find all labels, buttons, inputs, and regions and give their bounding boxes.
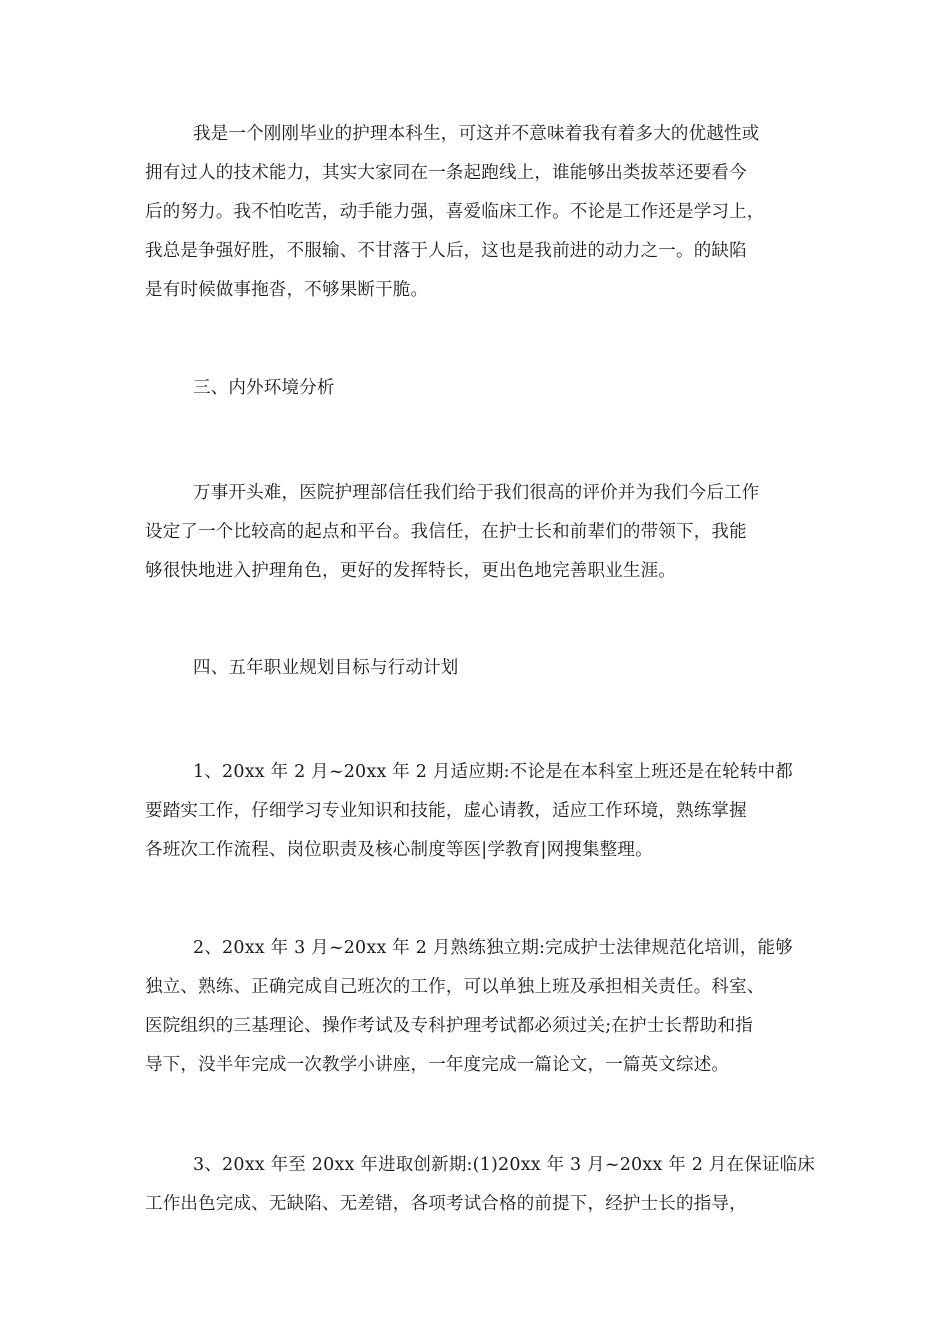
text-line: 工作出色完成、无缺陷、无差错，各项考试合格的前提下，经护士长的指导，: [145, 1194, 747, 1214]
text-line: 各班次工作流程、岗位职责及核心制度等医|学教育|网搜集整理。: [145, 840, 653, 860]
text-line: 拥有过人的技术能力，其实大家同在一条起跑线上，谁能够出类拔萃还要看今: [145, 163, 747, 183]
text-line: 1、20xx 年 2 月~20xx 年 2 月适应期:不论是在本科室上班还是在轮转中都: [193, 762, 793, 782]
text-line: 万事开头难，医院护理部信任我们给于我们很高的评价并为我们今后工作: [193, 483, 760, 503]
text-line: 后的努力。我不怕吃苦，动手能力强，喜爱临床工作。不论是工作还是学习上，: [145, 202, 765, 222]
plan-item-innovation: [145, 1146, 816, 1224]
text-line: 我是一个刚刚毕业的护理本科生，可这并不意味着我有着多大的优越性或: [193, 124, 760, 144]
plan-item-adaptation: [145, 753, 810, 870]
section-heading-five-year-plan: [145, 649, 810, 688]
text-line: 导下，没半年完成一次教学小讲座，一年度完成一篇论文，一篇英文综述。: [145, 1055, 730, 1075]
text-line: 2、20xx 年 3 月~20xx 年 2 月熟练独立期:完成护士法律规范化培训，能够: [193, 938, 793, 958]
text-line: 3、20xx 年至 20xx 年进取创新期:(1)20xx 年 3 月~20xx 年 2 月在保证临床: [193, 1155, 816, 1175]
text-line: 医院组织的三基理论、操作考试及专科护理考试都必须过关;在护士长帮助和指: [145, 1016, 753, 1036]
paragraph-self-assessment: [145, 115, 810, 310]
section-heading-environment-analysis: [145, 369, 810, 408]
text-line: 设定了一个比较高的起点和平台。我信任，在护士长和前辈们的带领下，我能: [145, 522, 747, 542]
text-line: 独立、熟练、正确完成自己班次的工作，可以单独上班及承担相关责任。科室、: [145, 977, 765, 997]
text-line: 是有时候做事拖沓，不够果断干脆。: [145, 280, 429, 300]
plan-item-independence: [145, 929, 810, 1085]
paragraph-environment: [145, 474, 810, 591]
text-line: 够很快地进入护理角色，更好的发挥特长，更出色地完善职业生涯。: [145, 561, 676, 581]
text-line: 我总是争强好胜，不服输、不甘落于人后，这也是我前进的动力之一。的缺陷: [145, 241, 747, 261]
text-line: 要踏实工作，仔细学习专业知识和技能，虚心请教，适应工作环境，熟练掌握: [145, 801, 747, 821]
heading-text: 三、内外环境分析: [193, 378, 335, 398]
heading-text: 四、五年职业规划目标与行动计划: [193, 658, 459, 678]
